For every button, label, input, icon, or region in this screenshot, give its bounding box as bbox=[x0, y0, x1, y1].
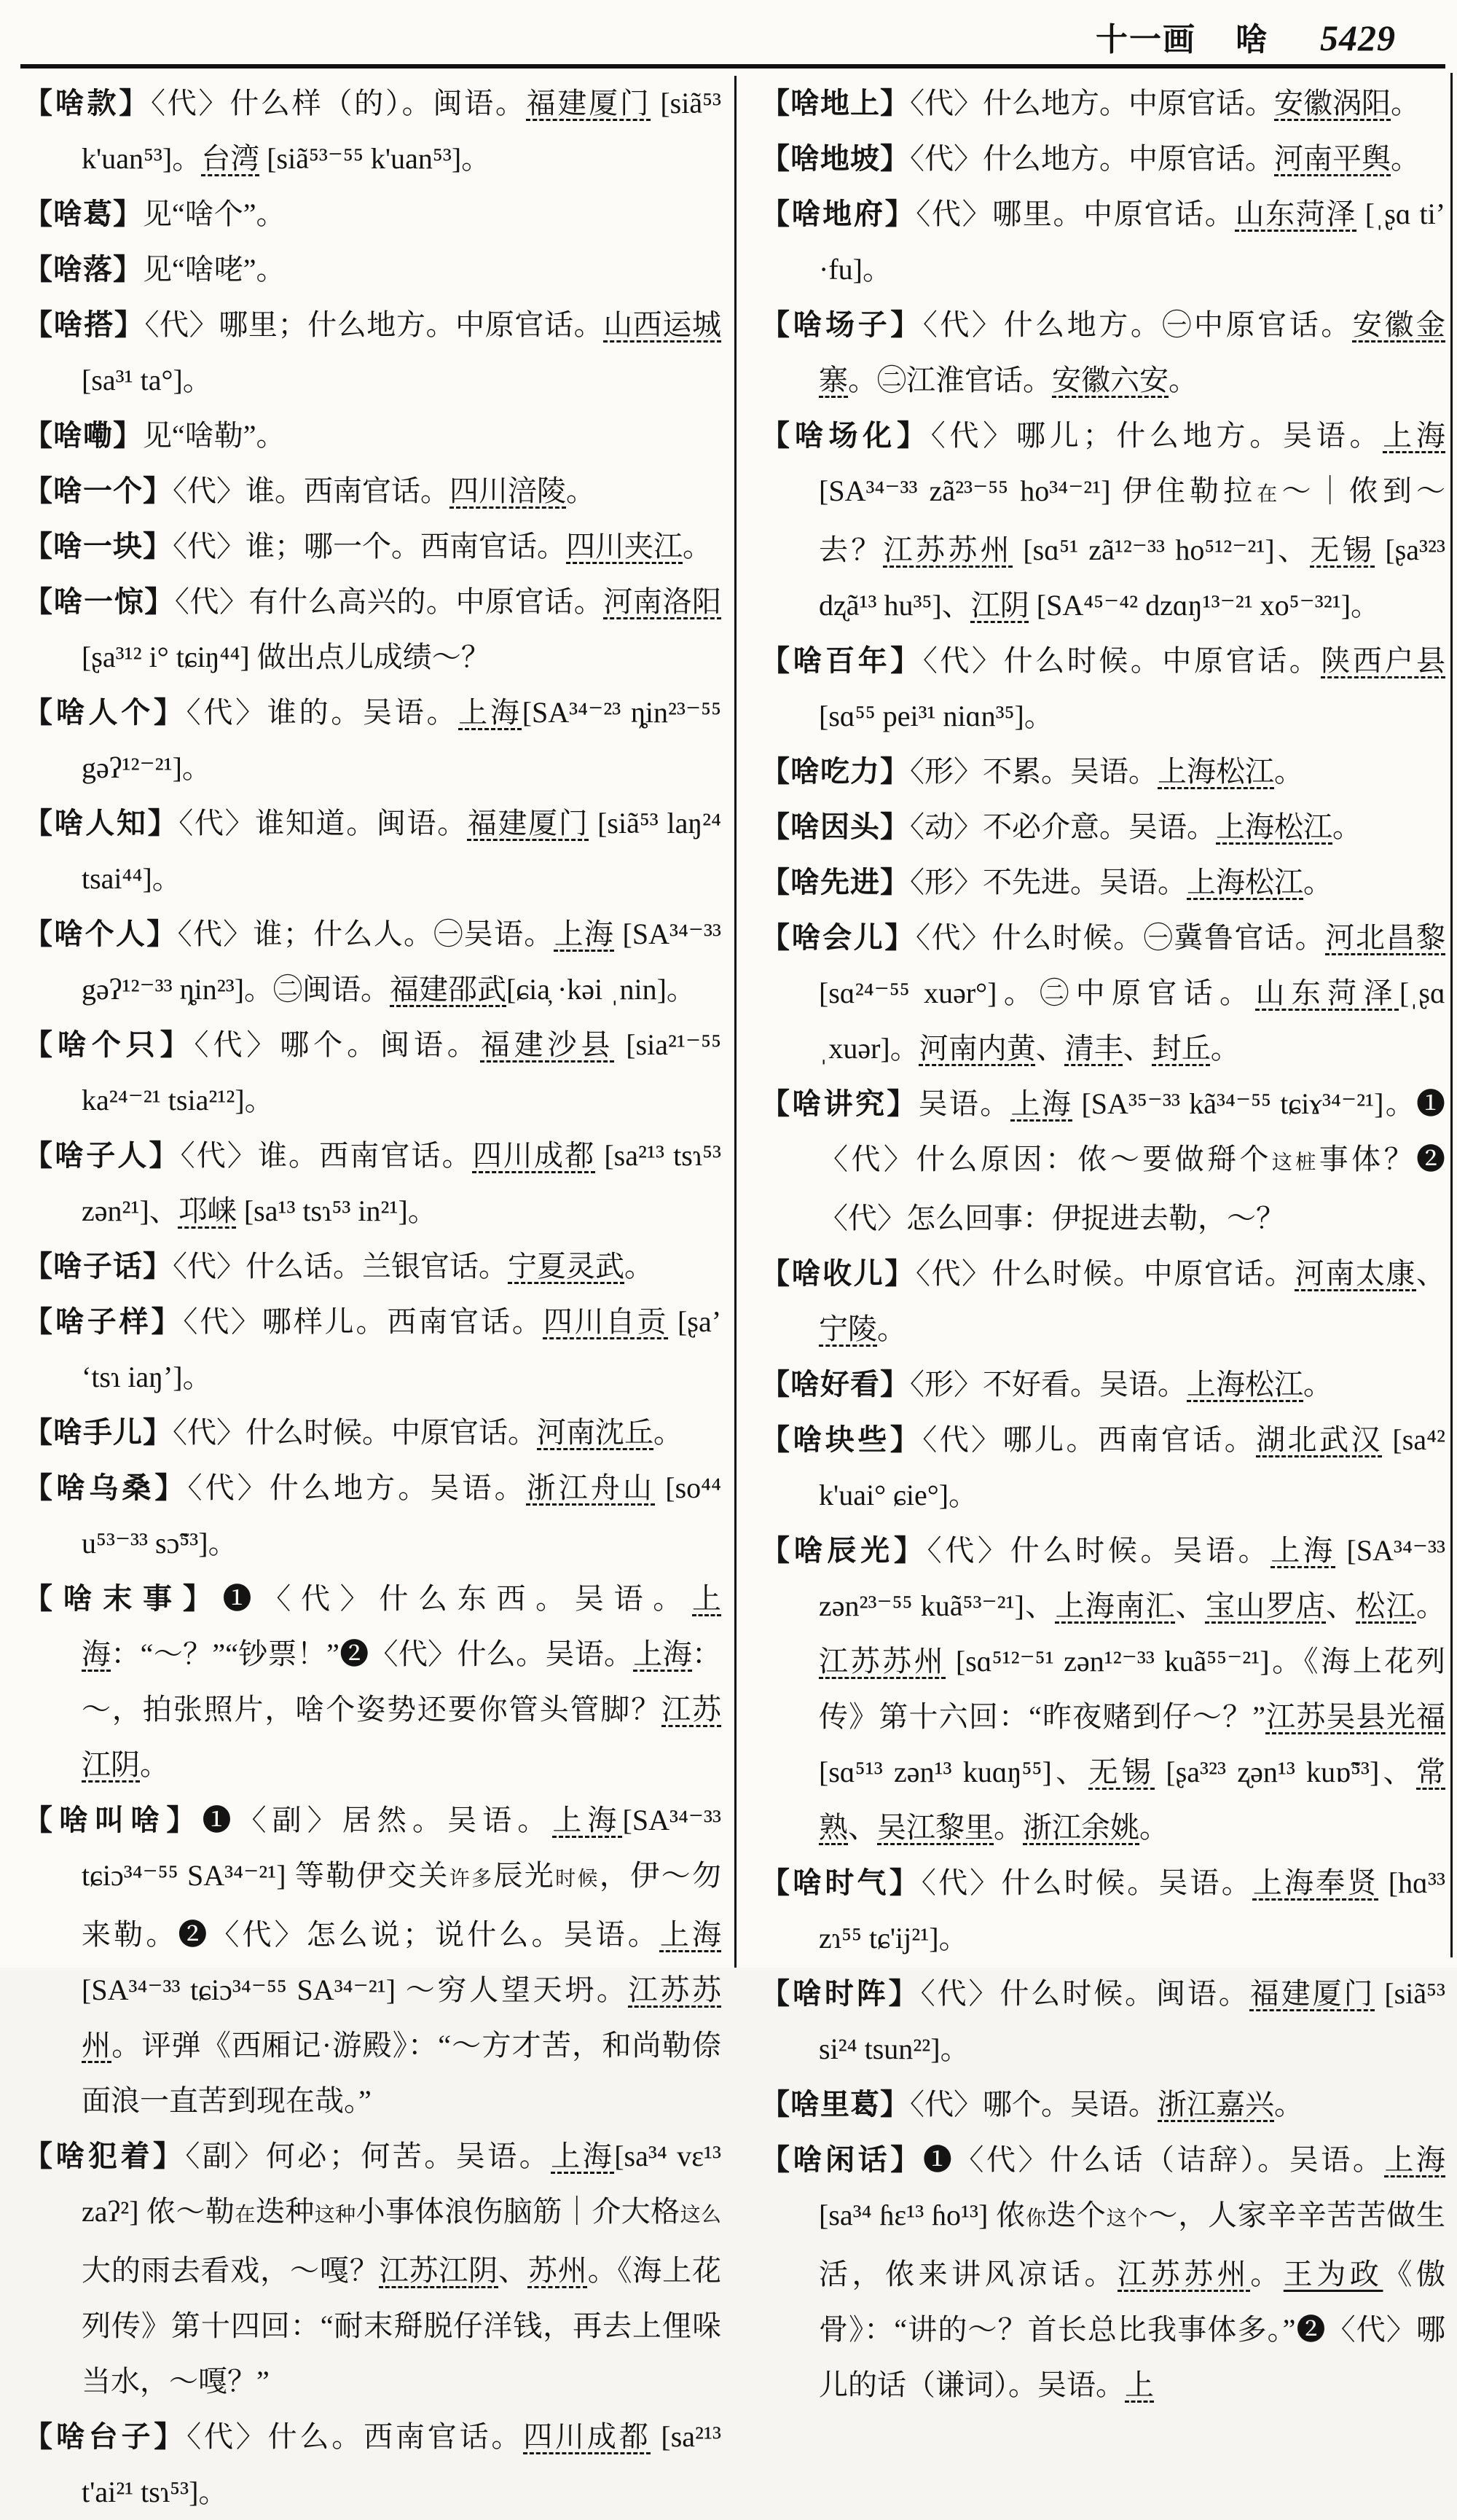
entry-headword: 【啥子样】 bbox=[23, 1305, 184, 1338]
place-name: 宝山罗店 bbox=[1205, 1589, 1327, 1622]
place-name: 江苏江阴 bbox=[379, 2254, 499, 2287]
entry-text: [hɑ³³ zɿ⁵⁵ tɕ'ij²¹]。 bbox=[819, 1866, 1446, 1954]
entry-text: 大的雨去看戏，～嘎？ bbox=[82, 2254, 380, 2287]
entry-text: ❶〈代〉什么话（诘辞）。吴语。 bbox=[922, 2143, 1385, 2176]
place-name: 无锡 bbox=[1310, 533, 1375, 566]
entry-text: 〈代〉什么时候。闽语。 bbox=[920, 1977, 1250, 2010]
entry-text: [so⁴⁴ u⁵³⁻³³ sɔ̃⁵³]。 bbox=[82, 1471, 722, 1560]
entry-text: 。㊁江淮官话。 bbox=[848, 364, 1052, 396]
place-name: 上海 bbox=[1384, 2143, 1446, 2176]
entry-headword: 【啥时气】 bbox=[761, 1866, 922, 1899]
place-name: 上海奉贤 bbox=[1252, 1866, 1379, 1899]
entry-headword: 【啥款】 bbox=[23, 87, 151, 120]
entry-headword: 【啥一块】 bbox=[23, 530, 173, 563]
dict-entry bbox=[23, 76, 721, 187]
place-name: 山西运城 bbox=[603, 308, 722, 341]
dict-entry bbox=[23, 574, 721, 685]
entry-text: 〈代〉什么时候。中原官话。 bbox=[915, 1257, 1295, 1290]
entry-headword: 【啥人知】 bbox=[23, 807, 179, 840]
place-name: 上海 bbox=[659, 1918, 722, 1951]
entry-text: [ʂa³²³ dʐã¹³ hu³⁵]、 bbox=[819, 533, 1445, 622]
place-name: 上海 bbox=[82, 1582, 722, 1670]
entry-text: [siã⁵³ laŋ²⁴ tsai⁴⁴]。 bbox=[82, 807, 722, 895]
entry-text: 〈代〉有什么高兴的。中原官话。 bbox=[174, 585, 604, 618]
page-number: 5429 bbox=[1320, 17, 1396, 58]
entry-text: [SA³⁴⁻³³ tɕiɔ³⁴⁻⁵⁵ SA³⁴⁻²¹] ～穷人望天坍。 bbox=[82, 1973, 629, 2006]
entry-text: 《傲骨》：“讲的～？首长总比我事体多。”❷〈代〉哪儿的话（谦词）。吴语。 bbox=[819, 2258, 1446, 2401]
entry-text: [sa¹³ tsɿ⁵³ in²¹]。 bbox=[236, 1194, 437, 1227]
dict-entry bbox=[761, 799, 1445, 855]
place-name: 四川自贡 bbox=[543, 1305, 669, 1338]
inline-gloss: 在 bbox=[235, 2204, 256, 2226]
place-name: 福建厦门 bbox=[467, 807, 589, 840]
entry-text: 迭种 bbox=[255, 2195, 315, 2228]
entry-headword: 【啥搭】 bbox=[23, 308, 145, 341]
dict-entry bbox=[23, 685, 721, 796]
place-name: 上海松江 bbox=[1216, 810, 1332, 843]
entry-text: ：～，拍张照片，啥个姿势还要你管头管脚？ bbox=[82, 1637, 722, 1726]
place-name: 安徽金寨 bbox=[819, 308, 1446, 396]
dict-entry bbox=[23, 463, 721, 519]
entry-text: [sa²¹³ t'ai²¹ tsɿ⁵³]。 bbox=[82, 2420, 722, 2508]
dict-entry bbox=[761, 855, 1445, 910]
entry-text: 〈代〉谁知道。闽语。 bbox=[178, 807, 468, 840]
entry-headword: 【啥先进】 bbox=[761, 866, 910, 899]
entry-text: [sa³⁴ ɦɛ¹³ ɦo¹³] 侬 bbox=[819, 2199, 1026, 2231]
left-column bbox=[23, 76, 721, 2520]
place-name: 河南洛阳 bbox=[603, 585, 722, 618]
entry-headword: 【啥场子】 bbox=[761, 308, 923, 341]
entry-headword: 【啥辰光】 bbox=[761, 1534, 927, 1567]
entry-text: [sɑ⁵¹²⁻⁵¹ zən¹²⁻³³ kuã⁵⁵⁻²¹]。《海上花列传》第十六回：“昨夜赌到仔～？” bbox=[819, 1645, 1446, 1733]
entry-text: 〈代〉什么地方。中原官话。 bbox=[910, 87, 1274, 120]
place-name: 宁夏灵武 bbox=[508, 1250, 624, 1283]
entry-text: [SA³⁵⁻³³ kã³⁴⁻⁵⁵ tɕiɤ³⁴⁻²¹]。❶〈代〉什么原因：侬～要做搿个 bbox=[819, 1087, 1446, 1175]
entry-headword: 【啥地上】 bbox=[761, 87, 910, 120]
dict-entry bbox=[23, 907, 721, 1017]
stroke-section-label: 十一画 bbox=[1096, 22, 1196, 58]
entry-text: 、 bbox=[1416, 1257, 1446, 1290]
entry-text: 吴语。 bbox=[918, 1087, 1011, 1120]
entry-headword: 【啥台子】 bbox=[23, 2420, 187, 2453]
entry-headword: 【啥叫啥】 bbox=[23, 1804, 203, 1836]
entry-text: 〈代〉谁；什么人。㊀吴语。 bbox=[177, 917, 554, 950]
entry-text: 。 bbox=[1332, 810, 1362, 843]
section-headword: 啥 bbox=[1236, 22, 1269, 58]
entry-text: 〈代〉什么地方。吴语。 bbox=[187, 1471, 527, 1504]
place-name: 上海松江 bbox=[1187, 866, 1303, 899]
dict-entry bbox=[761, 297, 1445, 408]
entry-text: 、 bbox=[1035, 1032, 1065, 1065]
place-name: 宁陵 bbox=[819, 1312, 877, 1345]
entry-text: [sa²¹³ tsɿ⁵³ zən²¹]、 bbox=[82, 1139, 722, 1227]
entry-text: ～｜侬到～去？ bbox=[819, 474, 1445, 566]
entry-headword: 【啥落】 bbox=[23, 253, 143, 286]
entry-text: 、 bbox=[1175, 1589, 1206, 1622]
entry-text: 〈代〉谁的。吴语。 bbox=[186, 696, 459, 729]
place-name: 上海 bbox=[1383, 419, 1445, 452]
place-name: 山东菏泽 bbox=[1255, 977, 1399, 1009]
entry-text: [ɕia̦ ·kəi ˌnin]。 bbox=[506, 973, 696, 1006]
entry-headword: 【啥讲究】 bbox=[761, 1087, 919, 1120]
entry-headword: 【啥子人】 bbox=[23, 1139, 181, 1172]
entry-text: [SA³⁴⁻³³ gəʔ¹²⁻³³ ȵin²³]。㊁闽语。 bbox=[82, 917, 722, 1006]
place-name: 福建沙县 bbox=[480, 1028, 615, 1061]
place-name: 江苏江阴 bbox=[82, 1693, 722, 1781]
place-name: 江苏苏州 bbox=[82, 1973, 721, 2062]
place-name: 上海松江 bbox=[1158, 755, 1274, 788]
place-name: 松江 bbox=[1356, 1589, 1417, 1622]
place-name: 河北昌黎 bbox=[1325, 921, 1446, 954]
entry-headword: 【啥犯着】 bbox=[23, 2140, 186, 2172]
place-name: 上海 bbox=[554, 917, 615, 950]
place-name: 浙江嘉兴 bbox=[1158, 2088, 1274, 2121]
entry-text: 。《海上花列传》第十四回：“耐末搿脱仔洋钱，再去上俚哚当水，～嘎？” bbox=[82, 2254, 722, 2398]
entry-text: 〈形〉不累。吴语。 bbox=[910, 755, 1158, 788]
entry-headword: 【啥吃力】 bbox=[761, 755, 910, 788]
entry-text: [SA⁴⁵⁻⁴² dzɑŋ¹³⁻²¹ xo⁵⁻³²¹]。 bbox=[1029, 589, 1381, 622]
dict-entry bbox=[761, 910, 1445, 1076]
entry-text: [ˌʂɑ ˌxuər]。 bbox=[819, 977, 1446, 1065]
header-rule bbox=[20, 64, 1445, 69]
place-name: 苏州 bbox=[527, 2254, 588, 2287]
dict-entry bbox=[761, 1855, 1445, 1966]
place-name: 上海 bbox=[552, 1804, 623, 1836]
right-column bbox=[761, 76, 1445, 2413]
entry-text: 。 bbox=[1169, 364, 1198, 396]
entry-headword: 【啥百年】 bbox=[761, 644, 923, 677]
place-name: 上海 bbox=[1271, 1534, 1336, 1567]
entry-text: 。 bbox=[1139, 1811, 1169, 1844]
entry-text: 。 bbox=[653, 1416, 683, 1449]
dict-entry bbox=[23, 519, 721, 574]
place-name: 上海 bbox=[551, 2140, 615, 2172]
place-name: 浙江余姚 bbox=[1023, 1811, 1139, 1844]
dict-entry bbox=[761, 1523, 1445, 1855]
place-name: 四川成都 bbox=[472, 1139, 596, 1172]
entry-headword: 【啥好看】 bbox=[761, 1368, 910, 1401]
entry-text: 事体？❷〈代〉怎么回事：伊捉进去勒，～？ bbox=[819, 1143, 1445, 1234]
entry-text: 。 bbox=[683, 530, 712, 563]
entry-text: 。 bbox=[994, 1811, 1023, 1844]
dict-entry bbox=[23, 2409, 721, 2520]
entry-text: 、 bbox=[498, 2254, 528, 2287]
entry-headword: 【啥地府】 bbox=[761, 197, 916, 230]
entry-text: 〈代〉什么话。兰银官话。 bbox=[173, 1250, 508, 1283]
entry-text: 。 bbox=[1250, 2258, 1284, 2290]
dict-entry bbox=[761, 1412, 1445, 1523]
entry-headword: 【啥乌桑】 bbox=[23, 1471, 188, 1504]
entry-text: 〈代〉什么样（的）。闽语。 bbox=[150, 87, 527, 120]
entry-text: 。 bbox=[1391, 142, 1420, 175]
entry-headword: 【啥一个】 bbox=[23, 474, 173, 507]
place-name: 无锡 bbox=[1088, 1756, 1155, 1788]
entry-text: 。 bbox=[624, 1250, 653, 1283]
entry-text: 〈代〉哪里；什么地方。中原官话。 bbox=[144, 308, 604, 341]
place-name: 上海南汇 bbox=[1055, 1589, 1176, 1622]
dict-entry bbox=[761, 1246, 1445, 1357]
place-name: 陕西户县 bbox=[1321, 644, 1446, 677]
dict-entry bbox=[23, 297, 721, 408]
dict-entry bbox=[23, 1017, 721, 1128]
entry-text: 辰光 bbox=[493, 1859, 556, 1892]
dict-entry bbox=[761, 1357, 1445, 1412]
dict-entry bbox=[761, 2077, 1445, 2132]
entry-text: 。 bbox=[1416, 1589, 1446, 1622]
entry-text: 迭个 bbox=[1046, 2199, 1107, 2231]
entry-text: 。 bbox=[140, 1748, 169, 1781]
entry-headword: 【啥子话】 bbox=[23, 1250, 173, 1283]
entry-text: [sa³¹ ta°]。 bbox=[82, 364, 212, 396]
dict-entry bbox=[23, 1405, 721, 1460]
dict-entry bbox=[761, 1966, 1445, 2077]
entry-text: 见“啥咾”。 bbox=[143, 253, 286, 286]
entry-text: 〈形〉不先进。吴语。 bbox=[910, 866, 1187, 899]
place-name: 封丘 bbox=[1152, 1032, 1211, 1065]
entry-text: ：“～？”“钞票！”❷〈代〉什么。吴语。 bbox=[111, 1637, 634, 1670]
place-name: 福建厦门 bbox=[1249, 1977, 1375, 2010]
entry-text: [ʂa³¹² i° tɕiŋ⁴⁴] 做出点儿成绩～？ bbox=[82, 641, 490, 673]
place-name: 江苏苏州 bbox=[1118, 2258, 1251, 2290]
dict-entry bbox=[23, 187, 721, 242]
dict-entry bbox=[761, 1076, 1445, 1246]
entry-text: ～，人家辛辛苦苦做生活，侬来讲风凉话。 bbox=[819, 2199, 1445, 2290]
dict-entry bbox=[761, 633, 1445, 744]
place-name: 上海 bbox=[1010, 1087, 1073, 1120]
place-name: 邛崃 bbox=[178, 1194, 237, 1227]
entry-text: 见“啥勒”。 bbox=[143, 419, 286, 452]
dict-entry bbox=[23, 1294, 721, 1405]
entry-text: [ʂa³²³ ʐən¹³ kuɒ̃⁵³]、 bbox=[1155, 1756, 1416, 1788]
inline-gloss: 在 bbox=[1257, 483, 1282, 506]
entry-text: [SA³⁴⁻³³ tɕiɔ³⁴⁻⁵⁵ SA³⁴⁻²¹] 等勒伊交关 bbox=[82, 1804, 722, 1892]
entry-headword: 【啥收儿】 bbox=[761, 1257, 916, 1290]
place-name: 福建厦门 bbox=[526, 87, 651, 120]
dict-entry bbox=[23, 1571, 721, 1793]
entry-headword: 【啥个只】 bbox=[23, 1028, 195, 1061]
inline-gloss: 这么 bbox=[680, 2204, 722, 2226]
entry-headword: 【啥块些】 bbox=[761, 1423, 923, 1456]
place-name: 湖北武汉 bbox=[1256, 1423, 1383, 1456]
entry-text: 。 bbox=[566, 474, 595, 507]
entry-headword: 【啥因头】 bbox=[761, 810, 910, 843]
entry-text: ❶〈代〉什么东西。吴语。 bbox=[222, 1582, 693, 1615]
dict-entry bbox=[761, 187, 1445, 297]
entry-text: [sɑ⁵¹ zã¹²⁻³³ ho⁵¹²⁻²¹]、 bbox=[1013, 533, 1311, 566]
inline-gloss: 你 bbox=[1026, 2207, 1047, 2230]
entry-headword: 【啥个人】 bbox=[23, 917, 178, 950]
entry-headword: 【啥人个】 bbox=[23, 696, 186, 729]
place-name: 上海 bbox=[458, 696, 522, 729]
entry-text: [ˌʂɑ tiʼ ·fu]。 bbox=[819, 197, 1446, 286]
dict-entry bbox=[23, 2129, 721, 2409]
place-name: 上海松江 bbox=[1187, 1368, 1303, 1401]
entry-text: [siã⁵³ k'uan⁵³]。 bbox=[82, 87, 722, 175]
entry-text: [ʂaʼ ʻtsɿ iaŋʼ]。 bbox=[82, 1305, 722, 1393]
entry-text: [sɑ⁵⁵ pei³¹ niɑn³⁵]。 bbox=[819, 700, 1053, 732]
entry-headword: 【啥一惊】 bbox=[23, 585, 175, 618]
column-divider bbox=[734, 76, 737, 1968]
entry-text: 〈代〉哪儿。西南官话。 bbox=[922, 1423, 1257, 1456]
place-name: 上海 bbox=[633, 1637, 693, 1670]
entry-text: 〈副〉何必；何苦。吴语。 bbox=[185, 2140, 551, 2172]
place-name: 山东菏泽 bbox=[1235, 197, 1357, 230]
inline-gloss: 许多 bbox=[449, 1868, 494, 1890]
entry-text: 〈代〉什么时候。吴语。 bbox=[921, 1866, 1253, 1899]
dict-entry bbox=[23, 408, 721, 463]
entry-headword: 【啥时阵】 bbox=[761, 1977, 921, 2010]
entry-text: 、 bbox=[848, 1811, 877, 1844]
entry-headword: 【啥里葛】 bbox=[761, 2088, 910, 2121]
entry-text: [sɑ²⁴⁻⁵⁵ xuər°]。㊁中原官话。 bbox=[819, 977, 1256, 1009]
dict-entry bbox=[761, 76, 1445, 131]
place-name: 河南太康 bbox=[1295, 1257, 1417, 1290]
place-name: 安徽涡阳 bbox=[1274, 87, 1391, 120]
place-name: 河南沈丘 bbox=[537, 1416, 653, 1449]
entry-text: ，伊～勿来勒。❷〈代〉怎么说；说什么。吴语。 bbox=[82, 1859, 721, 1951]
entry-text: [SA³⁴⁻²³ ȵin²³⁻⁵⁵ gəʔ¹²⁻²¹]。 bbox=[82, 696, 722, 784]
dict-entry bbox=[761, 2132, 1445, 2413]
entry-text: 〈代〉哪个。吴语。 bbox=[910, 2088, 1158, 2121]
entry-text: [sa⁴² k'uai° ɕie°]。 bbox=[819, 1423, 1446, 1511]
inline-gloss: 这个 bbox=[1106, 2207, 1149, 2230]
entry-text: 〈代〉谁；哪一个。西南官话。 bbox=[173, 530, 566, 563]
place-name: 河南内黄 bbox=[919, 1032, 1036, 1065]
dict-entry bbox=[23, 1460, 721, 1571]
entry-text: 〈代〉谁。西南官话。 bbox=[180, 1139, 473, 1172]
inline-gloss: 时候 bbox=[555, 1868, 600, 1890]
place-name: 江阴 bbox=[970, 589, 1029, 622]
entry-text: 。 bbox=[877, 1312, 906, 1345]
entry-text: 〈代〉哪儿；什么地方。吴语。 bbox=[930, 419, 1383, 452]
entry-text: 〈代〉谁。西南官话。 bbox=[173, 474, 449, 507]
entry-text: 。 bbox=[1210, 1032, 1240, 1065]
entry-text: 〈代〉什么。西南官话。 bbox=[186, 2420, 524, 2453]
person-name: 王为政 bbox=[1283, 2258, 1383, 2290]
page-edge-line bbox=[1450, 73, 1453, 1957]
entry-text: 〈代〉哪个。闽语。 bbox=[194, 1028, 481, 1061]
place-name: 上 bbox=[1125, 2368, 1154, 2401]
dict-entry bbox=[761, 131, 1445, 187]
entry-headword: 【啥手儿】 bbox=[23, 1416, 173, 1449]
page-header bbox=[0, 13, 1396, 60]
entry-text: 〈形〉不好看。吴语。 bbox=[910, 1368, 1187, 1401]
inline-gloss: 这种 bbox=[314, 2204, 356, 2226]
entry-text: 〈代〉什么时候。㊀冀鲁官话。 bbox=[915, 921, 1326, 954]
place-name: 安徽六安 bbox=[1052, 364, 1169, 396]
entry-text: [siã⁵³⁻⁵⁵ k'uan⁵³]。 bbox=[259, 142, 491, 175]
place-name: 江苏吴县光福 bbox=[1265, 1700, 1445, 1733]
place-name: 清丰 bbox=[1064, 1032, 1123, 1065]
dict-entry bbox=[23, 242, 721, 297]
entry-text: 。评弹《西厢记·游殿》：“～方才苦，和尚勒倷面浪一直苦到现在哉。” bbox=[82, 2029, 722, 2117]
entry-text: [SA³⁴⁻³³ zən²³⁻⁵⁵ kuã⁵³⁻²¹]、 bbox=[819, 1534, 1446, 1622]
entry-text: ❶〈副〉居然。吴语。 bbox=[202, 1804, 553, 1836]
entry-headword: 【啥地坡】 bbox=[761, 142, 910, 175]
entry-text: [siã⁵³ si²⁴ tsun²²]。 bbox=[819, 1977, 1446, 2065]
entry-text: 〈代〉什么时候。吴语。 bbox=[927, 1534, 1271, 1567]
place-name: 四川成都 bbox=[523, 2420, 651, 2453]
entry-text: 〈代〉哪里。中原官话。 bbox=[916, 197, 1236, 230]
place-name: 福建邵武 bbox=[390, 973, 507, 1006]
place-name: 四川涪陵 bbox=[449, 474, 566, 507]
entry-text: 。 bbox=[1303, 1368, 1332, 1401]
place-name: 吴江黎里 bbox=[877, 1811, 994, 1844]
entry-text: 〈代〉什么时候。中原官话。 bbox=[173, 1416, 537, 1449]
entry-headword: 【啥末事】 bbox=[23, 1582, 223, 1615]
place-name: 浙江舟山 bbox=[526, 1471, 656, 1504]
entry-headword: 【啥嘞】 bbox=[23, 419, 143, 452]
entry-text: 见“啥个”。 bbox=[143, 197, 286, 230]
place-name: 河南平舆 bbox=[1274, 142, 1391, 175]
entry-headword: 【啥会儿】 bbox=[761, 921, 916, 954]
entry-headword: 【啥场化】 bbox=[761, 419, 931, 452]
dict-entry bbox=[23, 1128, 721, 1239]
dict-entry bbox=[761, 744, 1445, 799]
dict-entry bbox=[761, 408, 1445, 633]
entry-text: 〈代〉什么地方。㊀中原官话。 bbox=[922, 308, 1353, 341]
entry-text: 、 bbox=[1123, 1032, 1152, 1065]
entry-text: 〈代〉什么时候。中原官话。 bbox=[922, 644, 1321, 677]
entry-text: 〈代〉什么地方。中原官话。 bbox=[910, 142, 1274, 175]
entry-text: 、 bbox=[1326, 1589, 1356, 1622]
entry-text: [sa³⁴ vɛ¹³ zaʔ²] 侬～勒 bbox=[82, 2140, 722, 2228]
dict-entry bbox=[23, 796, 721, 907]
dict-entry bbox=[23, 1239, 721, 1294]
entry-text: 。 bbox=[1391, 87, 1420, 120]
entry-text: 。 bbox=[1274, 755, 1303, 788]
place-name: 江苏苏州 bbox=[883, 533, 1013, 566]
entry-text: 〈代〉哪样儿。西南官话。 bbox=[183, 1305, 543, 1338]
entry-text: 。 bbox=[1274, 2088, 1303, 2121]
inline-gloss: 这桩 bbox=[1271, 1151, 1319, 1174]
dict-entry bbox=[23, 1793, 721, 2129]
entry-text: 小事体浪伤脑筋｜介大格 bbox=[356, 2195, 680, 2228]
entry-text: [sɑ⁵¹³ zən¹³ kuɑŋ⁵⁵]、 bbox=[819, 1756, 1089, 1788]
entry-text: [sia²¹⁻⁵⁵ ka²⁴⁻²¹ tsia²¹²]。 bbox=[82, 1028, 722, 1116]
place-name: 常熟 bbox=[819, 1756, 1445, 1844]
entry-text: 。 bbox=[1303, 866, 1332, 899]
entry-text: [SA³⁴⁻³³ zã²³⁻⁵⁵ ho³⁴⁻²¹] 伊住勒拉 bbox=[819, 474, 1257, 507]
place-name: 四川夹江 bbox=[566, 530, 683, 563]
entry-text: 〈动〉不必介意。吴语。 bbox=[910, 810, 1216, 843]
place-name: 台湾 bbox=[201, 142, 260, 175]
place-name: 江苏苏州 bbox=[819, 1645, 946, 1678]
entry-headword: 【啥葛】 bbox=[23, 197, 143, 230]
entry-headword: 【啥闲话】 bbox=[761, 2143, 923, 2176]
